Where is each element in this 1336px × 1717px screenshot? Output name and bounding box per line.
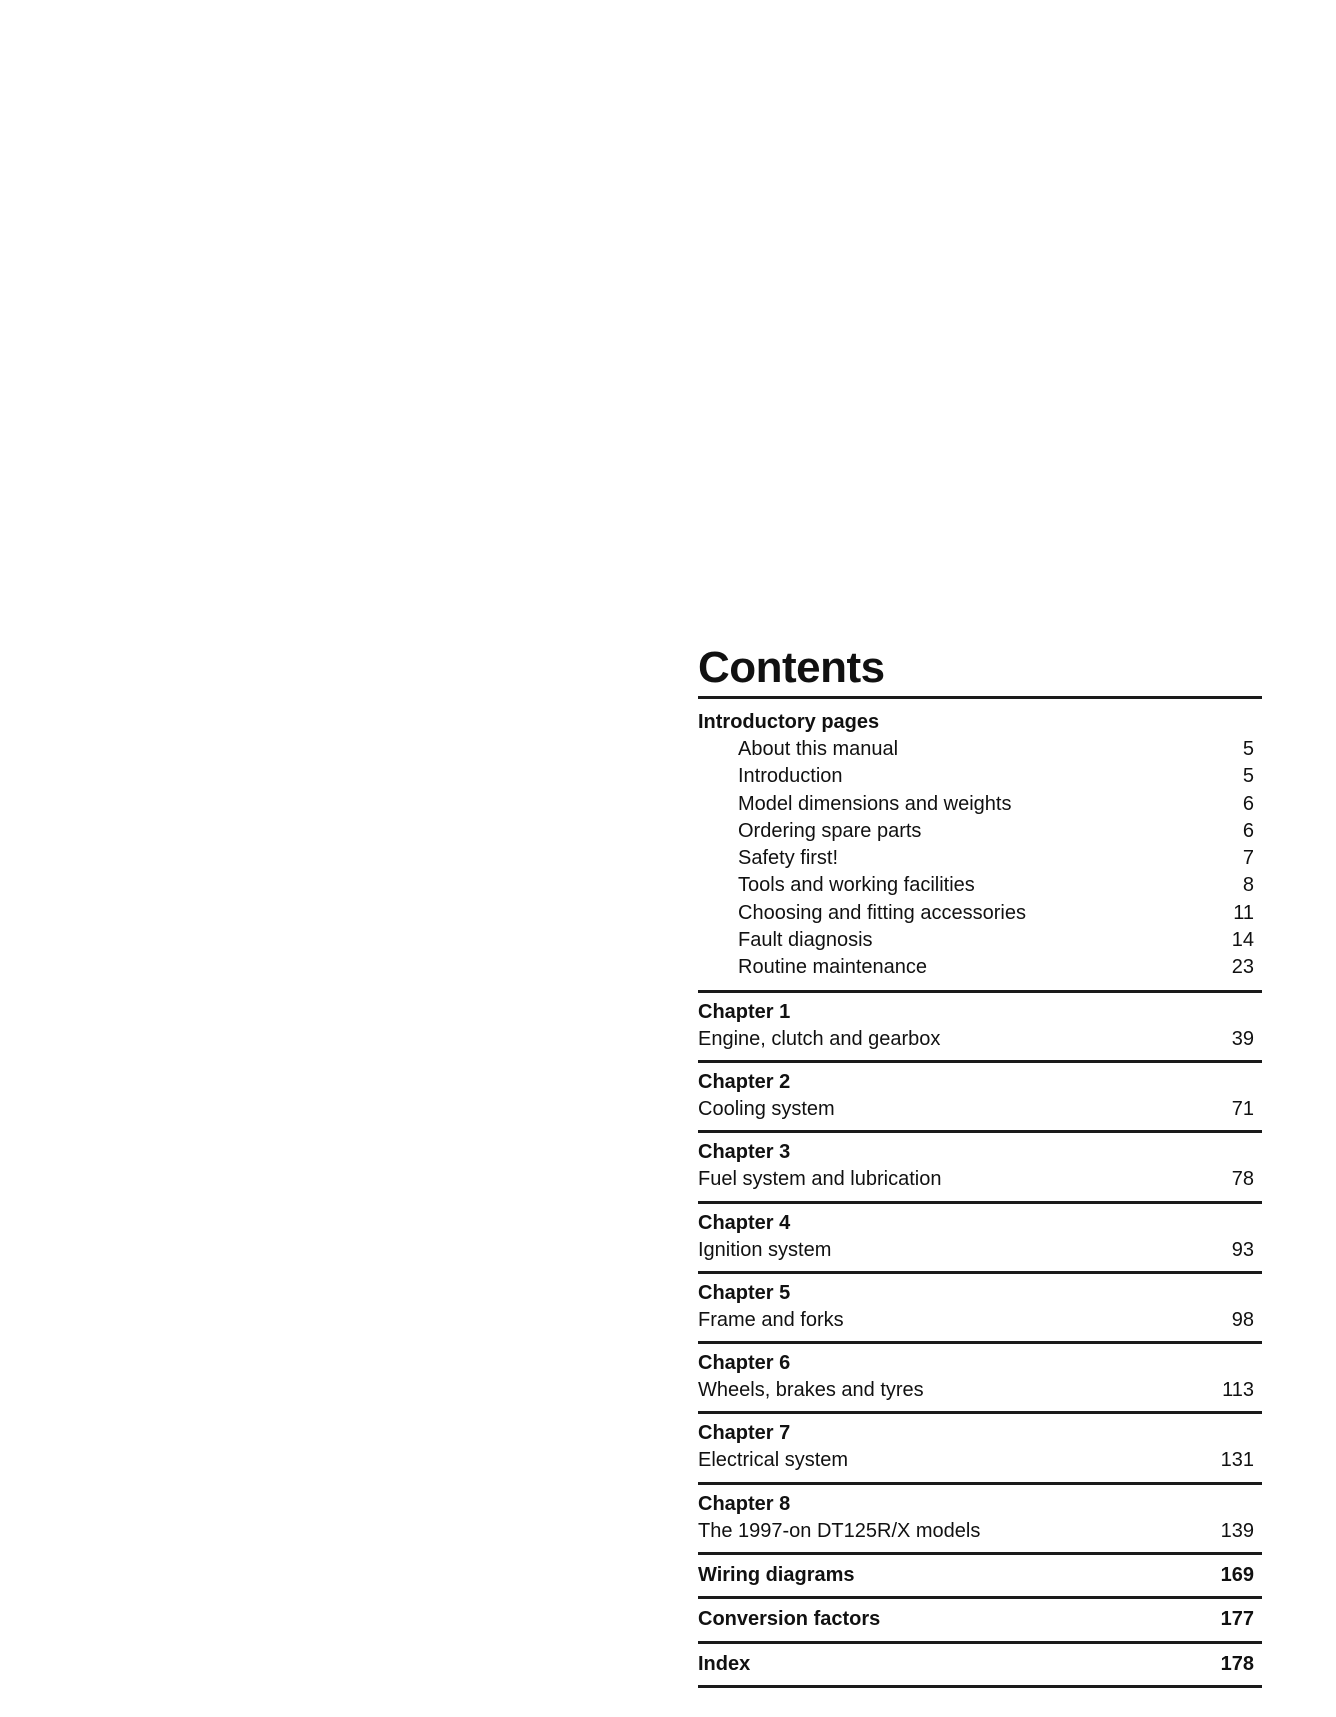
appendix-section[interactable] bbox=[698, 1644, 1262, 1685]
entry-label: Electrical system bbox=[698, 1449, 849, 1472]
page-title: Contents bbox=[698, 643, 885, 692]
toc-entry[interactable] bbox=[698, 845, 1262, 872]
toc-entry bbox=[698, 1307, 1262, 1334]
entry-label: Safety first! bbox=[738, 847, 839, 870]
entry-label: Conversion factors bbox=[698, 1608, 881, 1631]
entry-label: Wiring diagrams bbox=[698, 1564, 855, 1587]
toc-entry bbox=[698, 1447, 1262, 1474]
toc-entry[interactable] bbox=[698, 736, 1262, 763]
entry-label: Wheels, brakes and tyres bbox=[698, 1379, 924, 1402]
entry-page: 5 bbox=[1242, 765, 1254, 788]
chapter-heading: Chapter 8 bbox=[698, 1492, 791, 1515]
entry-label: Engine, clutch and gearbox bbox=[698, 1027, 941, 1050]
appendix-section[interactable] bbox=[698, 1555, 1262, 1596]
toc-entry bbox=[698, 1651, 1262, 1678]
table-of-contents bbox=[698, 640, 1262, 1688]
entry-page: 6 bbox=[1242, 792, 1254, 815]
entry-label: The 1997-on DT125R/X models bbox=[698, 1519, 981, 1542]
entry-page: 177 bbox=[1220, 1608, 1254, 1631]
toc-entry[interactable] bbox=[698, 954, 1262, 981]
chapter-section[interactable] bbox=[698, 1344, 1262, 1411]
toc-entry[interactable] bbox=[698, 763, 1262, 790]
entry-label: Frame and forks bbox=[698, 1308, 844, 1331]
appendix-section[interactable] bbox=[698, 1599, 1262, 1640]
chapter-section[interactable] bbox=[698, 1414, 1262, 1481]
entry-page: 113 bbox=[1222, 1379, 1254, 1402]
chapter-section[interactable] bbox=[698, 1274, 1262, 1341]
entry-page: 78 bbox=[1231, 1168, 1254, 1191]
entry-page: 14 bbox=[1231, 929, 1254, 952]
entry-label: Introduction bbox=[738, 765, 843, 788]
toc-entry[interactable] bbox=[698, 927, 1262, 954]
entry-label: Fuel system and lubrication bbox=[698, 1168, 942, 1191]
chapter-section[interactable] bbox=[698, 1133, 1262, 1200]
entry-label: Model dimensions and weights bbox=[738, 792, 1012, 815]
toc-entry bbox=[698, 1377, 1262, 1404]
entry-label: Routine maintenance bbox=[738, 956, 928, 979]
entry-page: 8 bbox=[1242, 874, 1254, 897]
chapter-heading: Chapter 5 bbox=[698, 1281, 791, 1304]
toc-entry bbox=[698, 1026, 1262, 1053]
toc-entry bbox=[698, 1096, 1262, 1123]
toc-entry[interactable] bbox=[698, 872, 1262, 899]
entry-page: 98 bbox=[1231, 1308, 1254, 1331]
entry-page: 11 bbox=[1233, 901, 1254, 924]
entry-page: 23 bbox=[1231, 956, 1254, 979]
toc-entry[interactable] bbox=[698, 818, 1262, 845]
entry-label: Index bbox=[698, 1652, 751, 1675]
chapter-heading: Chapter 1 bbox=[698, 1000, 791, 1023]
entry-page: 169 bbox=[1220, 1564, 1254, 1587]
toc-entry[interactable] bbox=[698, 791, 1262, 818]
toc-entry bbox=[698, 1518, 1262, 1545]
entry-page: 131 bbox=[1220, 1449, 1254, 1472]
introductory-section bbox=[698, 699, 1262, 990]
entry-page: 178 bbox=[1220, 1652, 1254, 1675]
chapter-heading: Chapter 3 bbox=[698, 1141, 791, 1164]
toc-entry bbox=[698, 1562, 1262, 1589]
toc-entry bbox=[698, 1606, 1262, 1633]
entry-label: Ordering spare parts bbox=[738, 819, 922, 842]
section-heading: Introductory pages bbox=[698, 711, 880, 733]
entry-page: 39 bbox=[1231, 1027, 1254, 1050]
entry-page: 7 bbox=[1242, 847, 1254, 870]
entry-label: Choosing and fitting accessories bbox=[738, 901, 1026, 924]
chapter-section[interactable] bbox=[698, 1063, 1262, 1130]
chapter-section[interactable] bbox=[698, 1485, 1262, 1552]
entry-label: About this manual bbox=[738, 738, 899, 760]
entry-page: 93 bbox=[1231, 1238, 1254, 1261]
chapter-heading: Chapter 4 bbox=[698, 1211, 791, 1234]
toc-entry bbox=[698, 1166, 1262, 1193]
toc-entry bbox=[698, 1237, 1262, 1264]
entry-label: Cooling system bbox=[698, 1097, 835, 1120]
divider bbox=[698, 1685, 1262, 1688]
entry-page: 5 bbox=[1242, 738, 1254, 760]
chapter-heading: Chapter 2 bbox=[698, 1070, 791, 1093]
chapter-section[interactable] bbox=[698, 993, 1262, 1060]
chapter-section[interactable] bbox=[698, 1204, 1262, 1271]
entry-label: Fault diagnosis bbox=[738, 929, 873, 952]
entry-page: 139 bbox=[1220, 1519, 1254, 1542]
toc-entry[interactable] bbox=[698, 900, 1262, 927]
entry-page: 6 bbox=[1242, 819, 1254, 842]
chapter-heading: Chapter 7 bbox=[698, 1422, 791, 1445]
entry-label: Tools and working facilities bbox=[738, 874, 975, 897]
entry-label: Ignition system bbox=[698, 1238, 832, 1261]
chapter-heading: Chapter 6 bbox=[698, 1352, 791, 1375]
entry-page: 71 bbox=[1231, 1097, 1254, 1120]
